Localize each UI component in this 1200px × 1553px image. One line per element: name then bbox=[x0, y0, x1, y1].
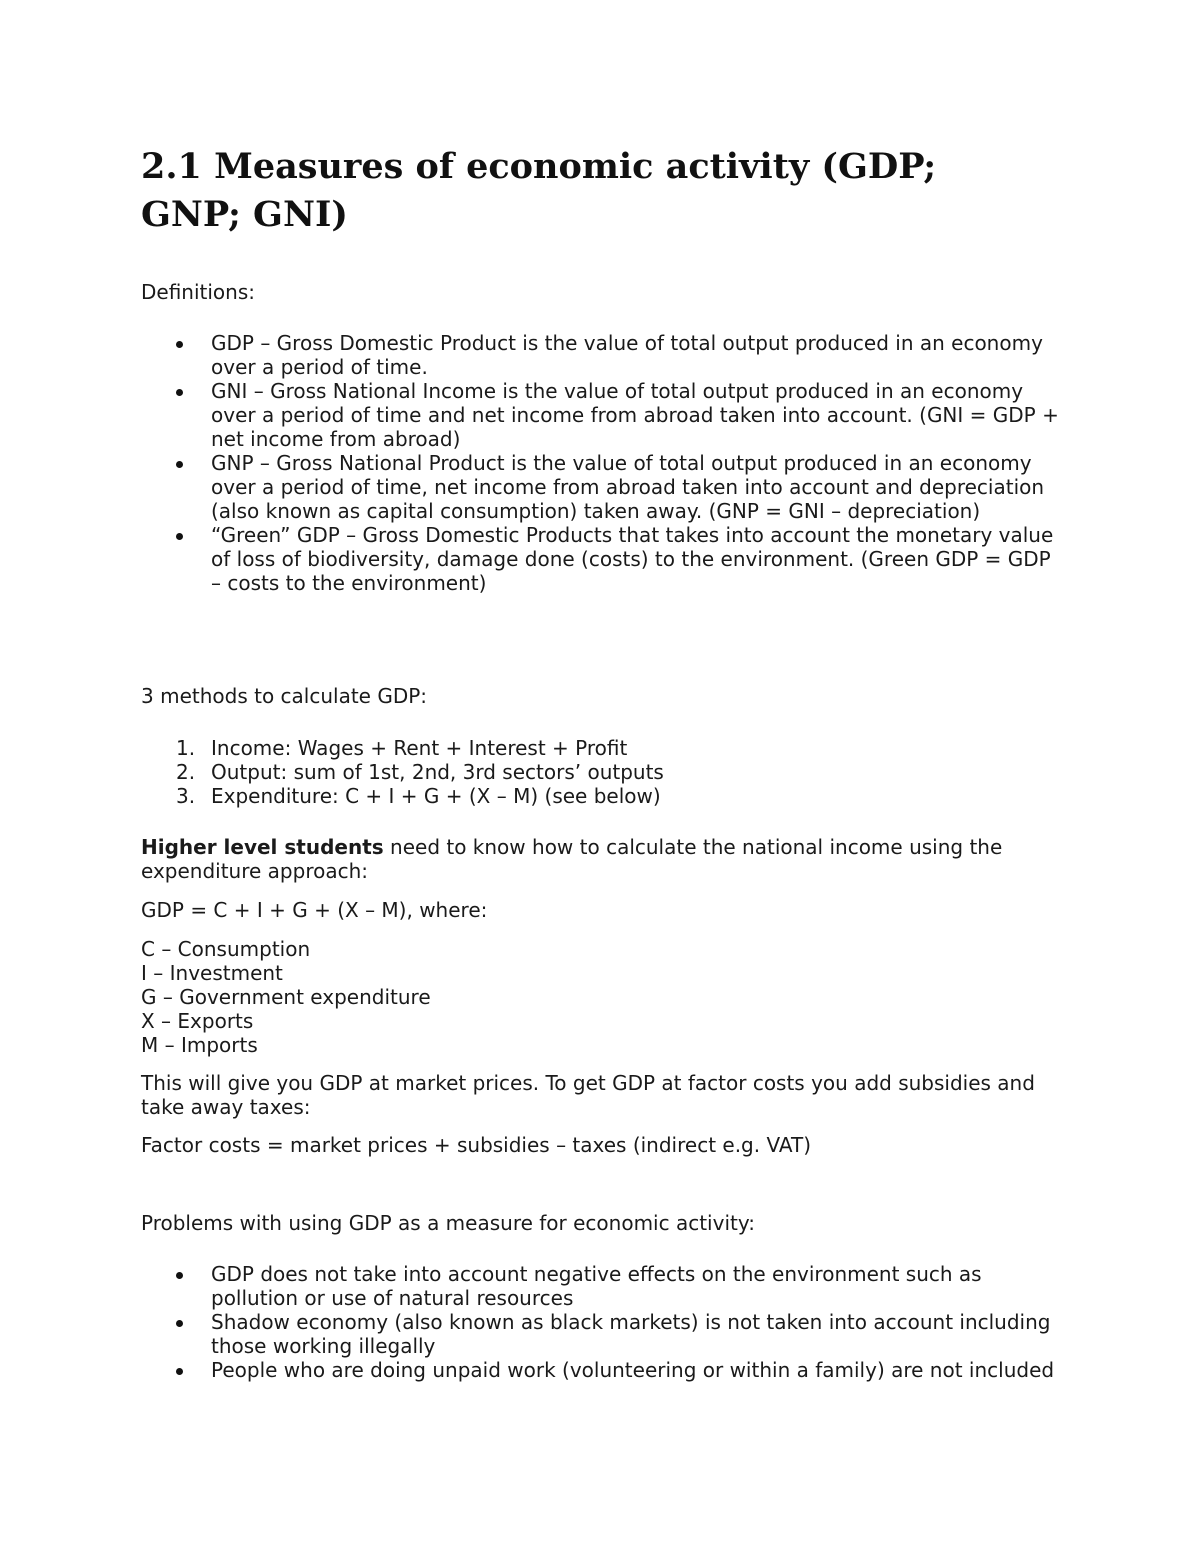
term-imports: M – Imports bbox=[141, 1033, 258, 1057]
list-item bbox=[141, 760, 1061, 784]
formula-terms bbox=[141, 937, 1061, 1057]
higher-level-text: need to know how to calculate the national income using the expenditure approach: bbox=[141, 835, 1003, 883]
list-item: GNI – Gross National Income is the value of total output produced in an economy over a period of time and net income from abroad taken into account. (GNI = GDP + net income from abroad) bbox=[141, 379, 1061, 451]
list-item: GDP does not take into account negative effects on the environment such as pollution or use of natural resources bbox=[141, 1262, 1061, 1310]
list-item: “Green” GDP – Gross Domestic Products that takes into account the monetary value of loss of biodiversity, damage done (costs) to the environment. (Green GDP = GDP – costs to the environment) bbox=[141, 523, 1061, 595]
list-item: Shadow economy (also known as black markets) is not taken into account including those working illegally bbox=[141, 1310, 1061, 1358]
list-number: 1. bbox=[176, 736, 196, 760]
problems-heading: Problems with using GDP as a measure for economic activity: bbox=[141, 1211, 755, 1235]
list-item: GDP – Gross Domestic Product is the value of total output produced in an economy over a period of time. bbox=[141, 331, 1061, 379]
higher-level-label: Higher level students bbox=[141, 835, 384, 859]
term-exports: X – Exports bbox=[141, 1009, 254, 1033]
methods-list bbox=[141, 736, 1061, 808]
list-item bbox=[141, 784, 1061, 808]
definitions-heading: Definitions: bbox=[141, 280, 256, 304]
term-investment: I – Investment bbox=[141, 961, 283, 985]
page-title: 2.1 Measures of economic activity (GDP; GNP; GNI) bbox=[141, 146, 937, 235]
term-government: G – Government expenditure bbox=[141, 985, 431, 1009]
list-item-text: Expenditure: C + I + G + (X – M) (see below) bbox=[211, 784, 661, 808]
list-number: 2. bbox=[176, 760, 196, 784]
list-item-text: Income: Wages + Rent + Interest + Profit bbox=[211, 736, 628, 760]
higher-level-paragraph bbox=[141, 835, 1061, 883]
market-prices-paragraph: This will give you GDP at market prices. To get GDP at factor costs you add subsidies and take away taxes: bbox=[141, 1071, 1035, 1119]
definitions-list bbox=[141, 331, 1061, 595]
gdp-formula: GDP = C + I + G + (X – M), where: bbox=[141, 898, 488, 922]
list-item-text: Output: sum of 1st, 2nd, 3rd sectors’ outputs bbox=[211, 760, 664, 784]
list-number: 3. bbox=[176, 784, 196, 808]
problems-list bbox=[141, 1262, 1061, 1382]
list-item: GNP – Gross National Product is the value of total output produced in an economy over a period of time, net income from abroad taken into account and depreciation (also known as capital consumption) taken away. (GNP = GNI – depreciation) bbox=[141, 451, 1061, 523]
factor-costs-formula: Factor costs = market prices + subsidies – taxes (indirect e.g. VAT) bbox=[141, 1133, 812, 1157]
methods-heading: 3 methods to calculate GDP: bbox=[141, 684, 428, 708]
list-item bbox=[141, 736, 1061, 760]
term-consumption: C – Consumption bbox=[141, 937, 311, 961]
list-item: People who are doing unpaid work (volunteering or within a family) are not included bbox=[141, 1358, 1061, 1382]
